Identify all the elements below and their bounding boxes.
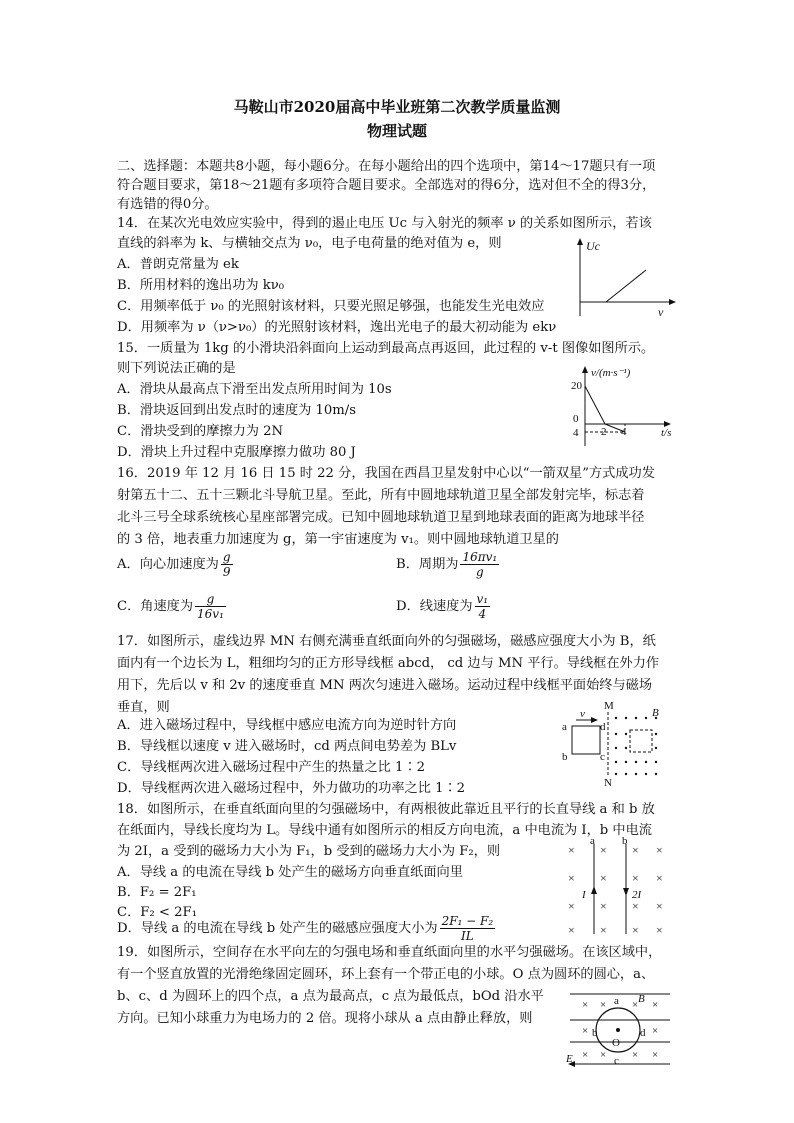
q19-fig-a: a	[614, 995, 619, 1007]
q16-stem-1: 16．2019 年 12 月 16 日 15 时 22 分，我国在西昌卫星发射中心以“一箭双星”方式成功发	[117, 466, 655, 481]
q15-graph-xlabel: t/s	[661, 427, 672, 439]
svg-text:×: ×	[632, 1049, 639, 1061]
q16-stem-4: 的 3 倍，地表重力加速度为 g，第一宇宙速度为 v₁。则中圆地球轨道卫星的	[117, 532, 559, 547]
q17-option-b: B．导线框以速度 v 进入磁场时，cd 两点间电势差为 BLv	[117, 739, 457, 754]
q16-option-c	[117, 592, 226, 621]
q18-option-b: B．F₂ = 2F₁	[117, 885, 197, 900]
svg-text:×: ×	[568, 871, 575, 885]
q14-stem-2: 直线的斜率为 k、与横轴交点为 ν₀，电子电荷量的绝对值为 e，则	[117, 236, 502, 251]
q19-fig-c: c	[614, 1055, 619, 1067]
svg-text:×: ×	[656, 871, 663, 885]
q18-option-d-fraction: $\frac{\text{2F₁ − F₂}}{IL}$	[441, 914, 494, 943]
q17-fig-c: c	[600, 751, 605, 763]
q15-option-a: A．滑块从最高点下滑至出发点所用时间为 10s	[117, 382, 392, 397]
q19-fig-E: E	[566, 1053, 573, 1065]
q19-fig-B: B	[638, 993, 645, 1005]
svg-text:×: ×	[600, 1049, 607, 1061]
svg-text:×: ×	[632, 923, 639, 937]
q14-graph-ylabel: Uc	[586, 239, 600, 253]
q15-graph-x1: 2	[601, 426, 607, 438]
svg-text:×: ×	[632, 899, 639, 913]
q15-vt-graph	[563, 364, 683, 448]
q19-stem-3: b、c、d 为圆环上的四个点，a 点为最高点，c 点为最低点，bOd 沿水平	[117, 989, 544, 1004]
q14-option-a: A．普朗克常量为 ek	[117, 257, 239, 272]
q15-graph-y-top: 20	[571, 380, 582, 392]
q15-graph-x2: 4	[621, 426, 627, 438]
svg-text:×: ×	[656, 923, 663, 937]
q17-loop-figure	[560, 700, 680, 789]
q18-fig-2I: 2I	[632, 889, 642, 901]
q17-stem-4: 垂直，则	[117, 700, 170, 715]
q17-stem-1: 17．如图所示，虚线边界 MN 右侧充满垂直纸面向外的匀强磁场，磁感应强度大小为 B，纸	[117, 634, 656, 649]
q15-option-c: C．滑块受到的摩擦力为 2N	[117, 424, 284, 439]
svg-text:×: ×	[600, 999, 607, 1011]
q19-fig-d: d	[640, 1027, 646, 1039]
q14-stem-1: 14．在某次光电效应实验中，得到的遏止电压 Uc 与入射光的频率 ν 的关系如图所示，若该	[117, 216, 652, 231]
svg-text:×: ×	[568, 843, 575, 857]
q17-stem-3: 用下，先后以 v 和 2v 的速度垂直 MN 两次匀速进入磁场。运动过程中线框平面始终与磁场	[117, 678, 653, 693]
q19-stem-2: 有一个竖直放置的光滑绝缘固定圆环，环上套有一个带正电的小球。O 点为圆环的圆心，a、	[117, 967, 655, 982]
q14-graph-xlabel: ν	[658, 305, 664, 319]
q17-fig-B: B	[652, 707, 659, 719]
q18-fig-I: I	[582, 889, 586, 901]
svg-text:×: ×	[652, 1025, 659, 1037]
svg-text:×: ×	[600, 899, 607, 913]
q18-option-d	[117, 914, 495, 943]
svg-text:×: ×	[656, 899, 663, 913]
page-title: 马鞍山市2020届高中毕业班第二次教学质量监测	[233, 98, 561, 116]
q16-option-d-fraction: $\frac{\text{v₁}}{4}$	[476, 592, 489, 621]
q16-option-a-label: A．向心加速度为	[117, 557, 219, 572]
q15-graph-y-neg: 4	[573, 427, 579, 439]
q15-graph-y-zero: 0	[573, 413, 579, 425]
svg-text:×: ×	[568, 899, 575, 913]
q17-option-c: C．导线框两次进入磁场过程中产生的热量之比 1∶2	[117, 760, 425, 775]
q14-option-c: C．用频率低于 ν₀ 的光照射该材料，只要光照足够强，也能发生光电效应	[117, 299, 545, 314]
q18-option-a: A．导线 a 的电流在导线 b 处产生的磁场方向垂直纸面向里	[117, 865, 463, 880]
q17-fig-a: a	[562, 721, 567, 733]
svg-text:×: ×	[652, 1049, 659, 1061]
q18-option-d-label: D．导线 a 的电流在导线 b 处产生的磁感应强度大小为	[117, 921, 438, 936]
q19-fig-O: O	[612, 1037, 620, 1049]
section-intro-line-2: 符合题目要求，第18～21题有多项符合题目要求。全部选对的得6分，选对但不全的得3分，	[117, 178, 656, 193]
q16-option-b-fraction: $\frac{\text{16πv₁}}{g}$	[462, 550, 498, 579]
q17-option-d: D．导线框两次进入磁场过程中，外力做功的功率之比 1∶2	[117, 781, 466, 796]
q16-option-c-fraction: $\frac{g}{\text{16v₁}}$	[197, 592, 224, 621]
svg-text:×: ×	[582, 1025, 589, 1037]
q16-option-d	[396, 592, 490, 621]
q14-uc-graph	[570, 236, 680, 320]
q14-option-d: D．用频率为 ν（ν>ν₀）的光照射该材料，逸出光电子的最大初动能为 ekν	[117, 320, 557, 335]
q15-option-d: D．滑块上升过程中克服摩擦力做功 80 J	[117, 445, 356, 460]
page-subtitle: 物理试题	[366, 122, 427, 140]
svg-text:×: ×	[632, 871, 639, 885]
q19-fig-b: b	[592, 1027, 598, 1039]
q18-stem-3: 为 2I，a 受到的磁场力大小为 F₁，b 受到的磁场力大小为 F₂，则	[117, 844, 501, 859]
svg-text:×: ×	[652, 999, 659, 1011]
q16-option-a-fraction: $\frac{g}{9}$	[222, 550, 231, 579]
q16-option-b	[396, 550, 499, 579]
section-intro-line-3: 有选错的得0分。	[117, 197, 218, 212]
q17-fig-d: d	[600, 721, 606, 733]
svg-text:×: ×	[600, 923, 607, 937]
q17-fig-M: M	[604, 700, 614, 712]
q16-option-c-label: C．角速度为	[117, 599, 194, 614]
svg-text:×: ×	[582, 999, 589, 1011]
q16-option-b-label: B．周期为	[396, 557, 459, 572]
svg-text:×: ×	[632, 843, 639, 857]
q18-stem-2: 在纸面内，导线长度均为 L。导线中通有如图所示的相反方向电流，a 中电流为 I，b 中电流	[117, 823, 652, 838]
q16-option-d-label: D．线速度为	[396, 599, 473, 614]
svg-text:×: ×	[568, 923, 575, 937]
svg-text:×: ×	[600, 871, 607, 885]
q15-stem-1: 15．一质量为 1kg 的小滑块沿斜面向上运动到最高点再返回，此过程的 v-t 图像如图所示。	[117, 341, 655, 356]
q17-fig-v: v	[580, 708, 585, 720]
q15-graph-ylabel: v/(m·s⁻¹)	[591, 367, 631, 379]
q15-option-b: B．滑块返回到出发点时的速度为 10m/s	[117, 403, 357, 418]
svg-text:×: ×	[632, 999, 639, 1011]
q14-option-b: B．所用材料的逸出功为 kν₀	[117, 278, 285, 293]
svg-text:×: ×	[600, 843, 607, 857]
q17-fig-N: N	[604, 777, 612, 789]
q19-stem-1: 19．如图所示，空间存在水平向左的匀强电场和垂直纸面向里的水平匀强磁场。在该区域中，	[117, 945, 662, 960]
q17-stem-2: 面内有一个边长为 L，粗细均匀的正方形导线框 abcd， cd 边与 MN 平行。导线框在外力作	[117, 656, 660, 671]
svg-text:×: ×	[582, 1049, 589, 1061]
q16-option-a	[117, 550, 233, 579]
section-intro-line-1: 二、选择题：本题共8小题，每小题6分。在每小题给出的四个选项中，第14～17题只有一项	[117, 159, 656, 174]
q15-stem-2: 则下列说法正确的是	[117, 361, 236, 376]
q16-stem-2: 射第五十二、五十三颗北斗导航卫星。至此，所有中圆地球轨道卫星全部发射完毕，标志着	[117, 488, 645, 503]
q18-option-c: C．F₂ < 2F₁	[117, 905, 197, 920]
q19-stem-4: 方向。已知小球重力为电场力的 2 倍。现将小球从 a 点由静止释放，则	[117, 1011, 533, 1026]
q18-stem-1: 18．如图所示，在垂直纸面向里的匀强磁场中，有两根彼此靠近且平行的长直导线 a 和 b 放	[117, 802, 655, 817]
q18-fig-b: b	[622, 835, 628, 847]
q18-fig-a: a	[590, 835, 595, 847]
q19-ring-figure	[566, 988, 676, 1072]
q17-fig-b: b	[562, 751, 568, 763]
svg-text:×: ×	[656, 843, 663, 857]
q17-option-a: A．进入磁场过程中，导线框中感应电流方向为逆时针方向	[117, 718, 457, 733]
q18-wires-figure	[564, 836, 674, 936]
q16-stem-3: 北斗三号全球系统核心星座部署完成。已知中圆地球轨道卫星到地球表面的距离为地球半径	[117, 510, 645, 525]
